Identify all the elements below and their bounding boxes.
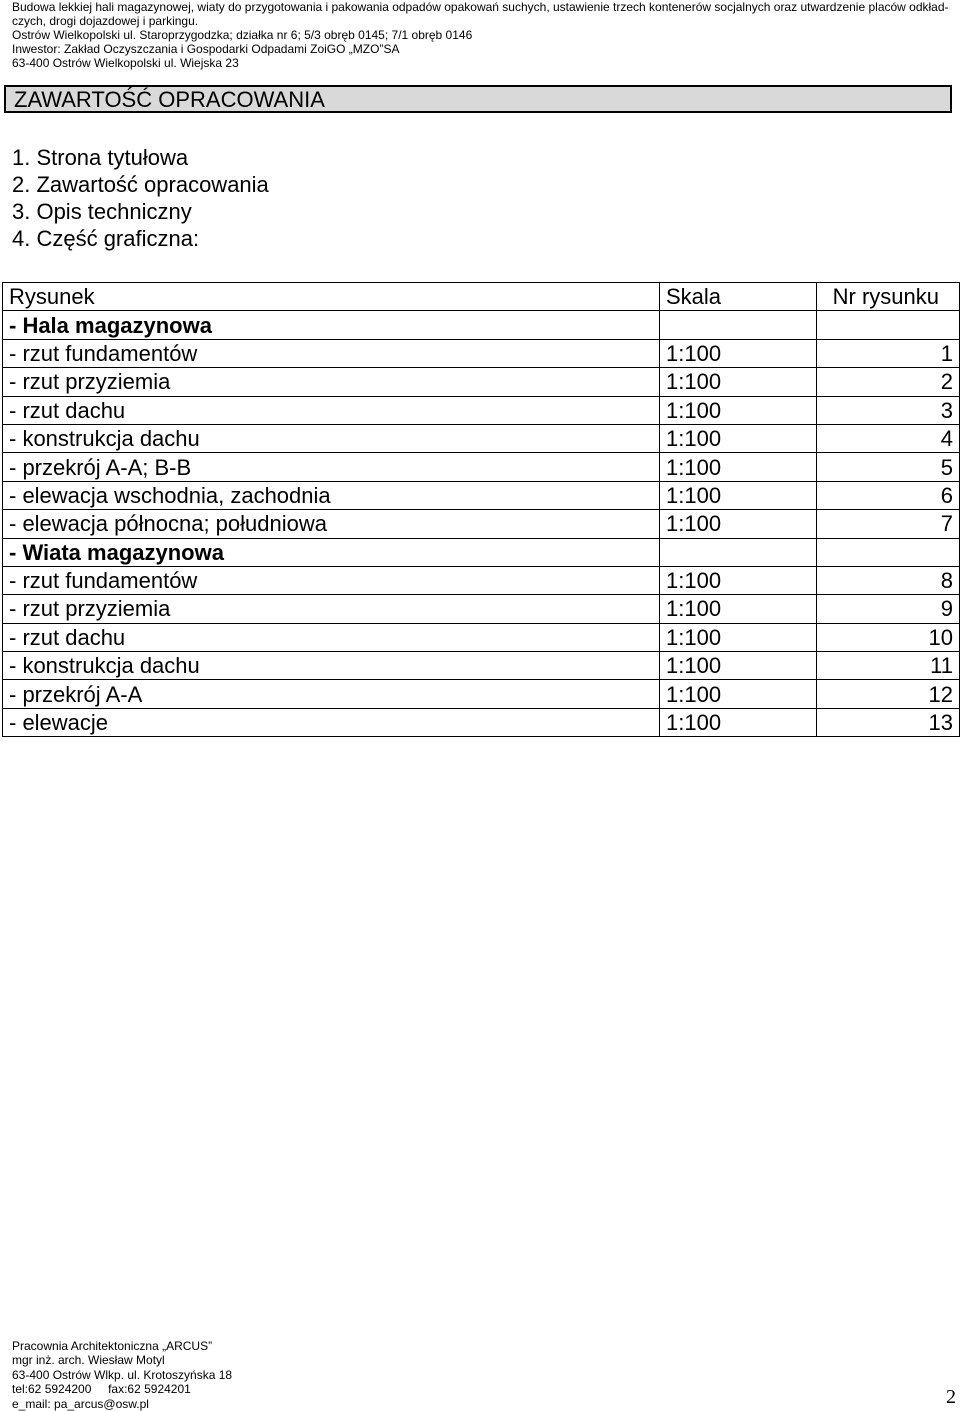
footer-author: mgr inż. arch. Wiesław Motyl bbox=[12, 1353, 165, 1368]
row-name: - rzut fundamentów bbox=[3, 339, 660, 367]
header-investor-address: 63-400 Ostrów Wielkopolski ul. Wiejska 23 bbox=[12, 56, 239, 70]
row-number: 11 bbox=[817, 652, 960, 680]
document-header bbox=[12, 0, 952, 70]
row-name: - konstrukcja dachu bbox=[3, 424, 660, 452]
row-name: - konstrukcja dachu bbox=[3, 652, 660, 680]
row-scale: 1:100 bbox=[660, 481, 817, 509]
row-scale: 1:100 bbox=[660, 566, 817, 594]
row-number: 2 bbox=[817, 368, 960, 396]
row-number bbox=[817, 538, 960, 566]
row-scale: 1:100 bbox=[660, 595, 817, 623]
table-row bbox=[3, 339, 960, 367]
footer-company: Pracownia Architektoniczna „ARCUS” bbox=[12, 1339, 213, 1353]
row-name: - rzut dachu bbox=[3, 396, 660, 424]
row-name: - rzut dachu bbox=[3, 623, 660, 651]
table-row bbox=[3, 595, 960, 623]
header-project-line-1: Budowa lekkiej hali magazynowej, wiaty do przygotowania i pakowania odpadów opakowań suchych, ustawienie trzech kontenerów socjalnych oraz utwardzenie placów odkład- bbox=[12, 0, 949, 14]
toc-item: 3. Opis techniczny bbox=[12, 199, 192, 224]
drawings-table bbox=[2, 282, 960, 737]
row-scale bbox=[660, 311, 817, 339]
document-footer bbox=[12, 1339, 232, 1411]
row-scale: 1:100 bbox=[660, 368, 817, 396]
row-name: - rzut przyziemia bbox=[3, 368, 660, 396]
toc-item: 4. Część graficzna: bbox=[12, 226, 200, 251]
row-number: 5 bbox=[817, 453, 960, 481]
row-number: 10 bbox=[817, 623, 960, 651]
row-scale bbox=[660, 538, 817, 566]
row-name: - elewacja wschodnia, zachodnia bbox=[3, 481, 660, 509]
table-row bbox=[3, 368, 960, 396]
row-name: - elewacja północna; południowa bbox=[3, 510, 660, 538]
row-scale: 1:100 bbox=[660, 453, 817, 481]
row-name: - przekrój A-A; B-B bbox=[3, 453, 660, 481]
row-number: 4 bbox=[817, 424, 960, 452]
row-number: 13 bbox=[817, 708, 960, 736]
page-number: 2 bbox=[946, 1386, 956, 1408]
section-title: ZAWARTOŚĆ OPRACOWANIA bbox=[4, 85, 952, 113]
table-row bbox=[3, 481, 960, 509]
row-name: - rzut przyziemia bbox=[3, 595, 660, 623]
row-number: 9 bbox=[817, 595, 960, 623]
row-name: - rzut fundamentów bbox=[3, 566, 660, 594]
table-group-row bbox=[3, 311, 960, 339]
row-scale: 1:100 bbox=[660, 708, 817, 736]
table-row bbox=[3, 680, 960, 708]
header-location: Ostrów Wielkopolski ul. Staroprzygodzka; działka nr 6; 5/3 obręb 0145; 7/1 obręb 0146 bbox=[12, 28, 473, 42]
footer-phone-fax: tel:62 5924200 fax:62 5924201 bbox=[12, 1382, 191, 1397]
footer-email: e_mail: pa_arcus@osw.pl bbox=[12, 1396, 149, 1411]
table-row bbox=[3, 566, 960, 594]
row-number bbox=[817, 311, 960, 339]
row-scale: 1:100 bbox=[660, 396, 817, 424]
row-name: - Wiata magazynowa bbox=[3, 538, 660, 566]
toc-item: 2. Zawartość opracowania bbox=[12, 172, 269, 197]
table-row bbox=[3, 510, 960, 538]
row-number: 3 bbox=[817, 396, 960, 424]
footer-address: 63-400 Ostrów Wlkp. ul. Krotoszyńska 18 bbox=[12, 1367, 233, 1382]
table-row bbox=[3, 396, 960, 424]
row-name: - przekrój A-A bbox=[3, 680, 660, 708]
row-number: 6 bbox=[817, 481, 960, 509]
toc-item: 1. Strona tytułowa bbox=[12, 145, 189, 170]
header-investor: Inwestor: Zakład Oczyszczania i Gospodarki Odpadami ZoiGO „MZO”SA bbox=[12, 42, 400, 56]
row-number: 1 bbox=[817, 339, 960, 367]
row-scale: 1:100 bbox=[660, 680, 817, 708]
column-header-scale: Skala bbox=[660, 283, 817, 311]
header-project-line-2: czych, drogi dojazdowej i parkingu. bbox=[12, 14, 199, 28]
table-row bbox=[3, 453, 960, 481]
table-header-row bbox=[3, 283, 960, 311]
row-scale: 1:100 bbox=[660, 623, 817, 651]
table-group-row bbox=[3, 538, 960, 566]
column-header-number: Nr rysunku bbox=[817, 283, 960, 311]
table-row bbox=[3, 652, 960, 680]
row-scale: 1:100 bbox=[660, 339, 817, 367]
column-header-drawing: Rysunek bbox=[3, 283, 660, 311]
table-row bbox=[3, 424, 960, 452]
row-number: 7 bbox=[817, 510, 960, 538]
row-number: 8 bbox=[817, 566, 960, 594]
table-row bbox=[3, 623, 960, 651]
row-scale: 1:100 bbox=[660, 424, 817, 452]
row-name: - Hala magazynowa bbox=[3, 311, 660, 339]
row-name: - elewacje bbox=[3, 708, 660, 736]
row-scale: 1:100 bbox=[660, 652, 817, 680]
table-of-contents bbox=[12, 144, 269, 252]
table-row bbox=[3, 708, 960, 736]
row-scale: 1:100 bbox=[660, 510, 817, 538]
row-number: 12 bbox=[817, 680, 960, 708]
